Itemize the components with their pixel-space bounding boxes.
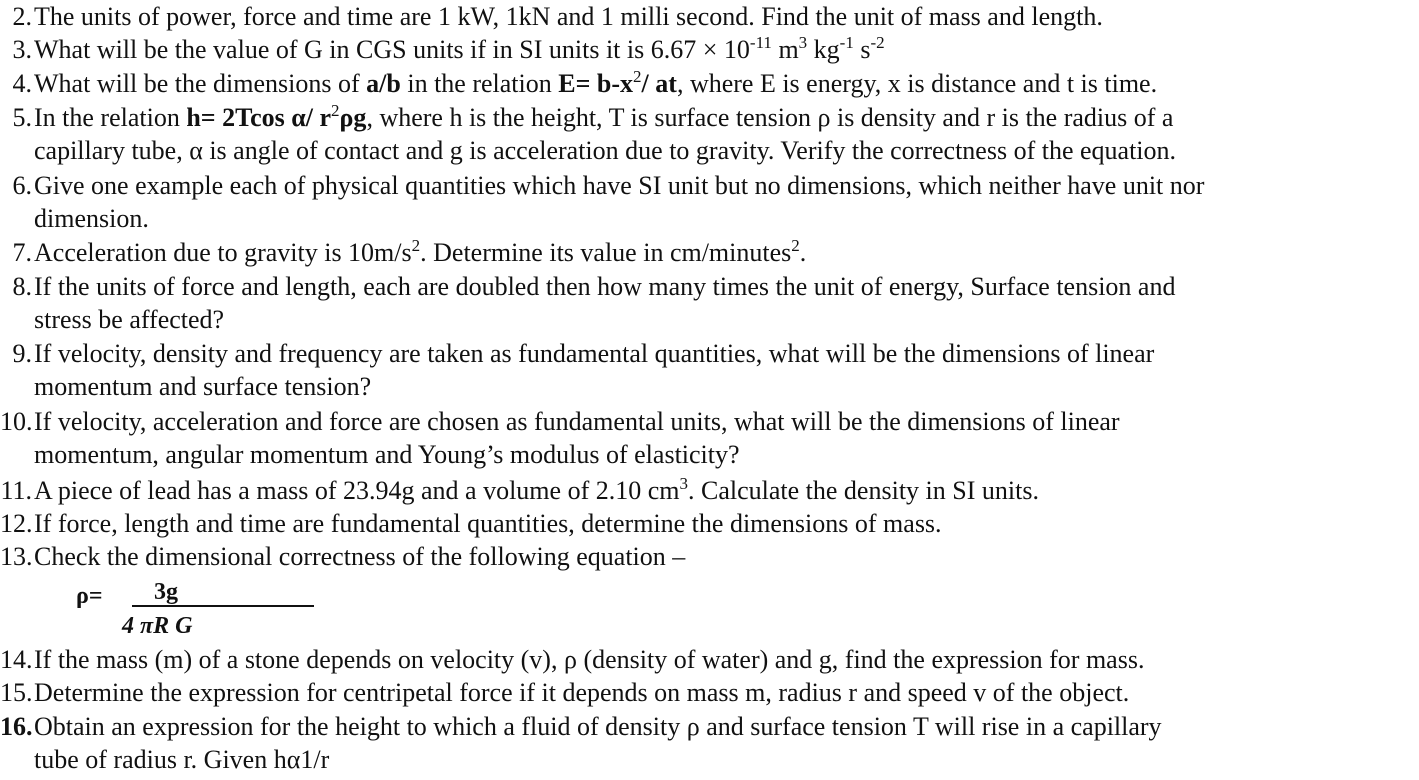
superscript: 2 — [633, 67, 642, 86]
text-run: tube of radius r. Given hα1/r — [34, 745, 330, 774]
question-text — [34, 171, 1204, 201]
text-run: capillary tube, α is angle of contact and g is acceleration due to gravity. Verify the correctness of the equation. — [34, 136, 1177, 165]
question-number: 14. — [0, 645, 33, 674]
text-run: In the relation — [34, 103, 187, 132]
bold-text: h= 2Tcos α/ r — [186, 103, 332, 132]
text-run: Determine the expression for centripetal force if it depends on mass m, radius r and speed v of the object. — [34, 678, 1130, 707]
question-text — [34, 678, 1129, 708]
question-text — [34, 238, 806, 268]
question-text — [34, 35, 885, 65]
question-text — [34, 339, 1154, 369]
formula-denominator: 4 πR G — [122, 613, 193, 639]
text-run: momentum and surface tension? — [34, 372, 372, 401]
question-text-continued — [34, 204, 149, 234]
fraction-bar — [132, 605, 314, 607]
superscript: -11 — [749, 33, 772, 52]
text-run: What will be the value of G in CGS units if in SI units it is 6.67 × 10 — [34, 35, 750, 64]
text-run: in the relation — [400, 69, 559, 98]
text-run: The units of power, force and time are 1 kW, 1kN and 1 milli second. Find the unit of mass and length. — [34, 2, 1103, 31]
density-formula — [76, 577, 276, 647]
question-number: 9. — [12, 339, 32, 368]
question-text — [34, 542, 685, 572]
text-run: momentum, angular momentum and Young’s modulus of elasticity? — [34, 440, 740, 469]
superscript: 3 — [798, 33, 808, 52]
question-number: 4. — [12, 69, 32, 98]
text-run: Acceleration due to gravity is 10m/s — [34, 238, 412, 267]
text-run: Check the dimensional correctness of the following equation – — [34, 542, 686, 571]
text-run: If force, length and time are fundamental quantities, determine the dimensions of mass. — [34, 509, 942, 538]
question-text — [34, 2, 1103, 32]
text-run: dimension. — [34, 204, 149, 233]
bold-text: ρg — [339, 103, 367, 132]
question-text-continued — [34, 440, 740, 470]
question-text-continued — [34, 372, 371, 402]
question-number: 11. — [0, 476, 32, 505]
question-number: 7. — [12, 238, 32, 267]
superscript: 3 — [679, 474, 688, 493]
text-run: stress be affected? — [34, 305, 225, 334]
question-text-continued — [34, 305, 224, 335]
text-run: A piece of lead has a mass of 23.94g and a volume of 2.10 cm — [34, 476, 680, 505]
question-text — [34, 645, 1144, 675]
text-run: m — [771, 35, 799, 64]
question-text — [34, 476, 1039, 506]
superscript: 2 — [791, 236, 800, 255]
superscript: 2 — [411, 236, 421, 255]
question-text — [34, 509, 942, 539]
question-number: 5. — [12, 103, 32, 132]
text-run: , where E is energy, x is distance and t is time. — [676, 69, 1158, 98]
superscript: -2 — [870, 33, 885, 52]
superscript: 2 — [331, 101, 340, 120]
question-text — [34, 272, 1175, 302]
question-number: 2. — [12, 2, 32, 31]
question-number: 15. — [0, 678, 33, 707]
formula-lhs: ρ= — [76, 583, 103, 609]
bold-text: a/b — [366, 69, 401, 98]
text-run: . Determine its value in cm/minutes — [420, 238, 792, 267]
text-run: If the units of force and length, each are doubled then how many times the unit of energy, Surface tension and — [34, 272, 1176, 301]
text-run: . — [799, 238, 807, 267]
bold-text: / at — [641, 69, 677, 98]
text-run: If the mass (m) of a stone depends on velocity (v), ρ (density of water) and g, find the expression for mass. — [34, 645, 1145, 674]
question-text — [34, 103, 1173, 133]
question-number: 10. — [0, 407, 33, 436]
text-run: . Calculate the density in SI units. — [688, 476, 1039, 505]
text-run: If velocity, density and frequency are taken as fundamental quantities, what will be the dimensions of linear — [34, 339, 1155, 368]
text-run: s — [853, 35, 871, 64]
question-text — [34, 407, 1120, 437]
question-number: 8. — [12, 272, 32, 301]
text-run: If velocity, acceleration and force are chosen as fundamental units, what will be the dimensions of linear — [34, 407, 1120, 436]
question-text-continued — [34, 136, 1176, 166]
question-text — [34, 69, 1157, 99]
question-number: 13. — [0, 542, 33, 571]
question-text — [34, 712, 1162, 742]
text-run: Give one example each of physical quantities which have SI unit but no dimensions, which neither have unit nor — [34, 171, 1205, 200]
superscript: -1 — [839, 33, 854, 52]
bold-text: E= b-x — [558, 69, 634, 98]
question-number: 3. — [12, 35, 32, 64]
formula-numerator: 3g — [154, 579, 178, 605]
question-number: 6. — [12, 171, 32, 200]
question-number: 16. — [0, 712, 33, 741]
question-text-continued — [34, 745, 329, 775]
text-run: Obtain an expression for the height to which a fluid of density ρ and surface tension T will rise in a capillary — [34, 712, 1162, 741]
text-run: kg — [807, 35, 840, 64]
text-run: What will be the dimensions of — [34, 69, 367, 98]
text-run: , where h is the height, T is surface tension ρ is density and r is the radius of a — [366, 103, 1174, 132]
question-number: 12. — [0, 509, 33, 538]
